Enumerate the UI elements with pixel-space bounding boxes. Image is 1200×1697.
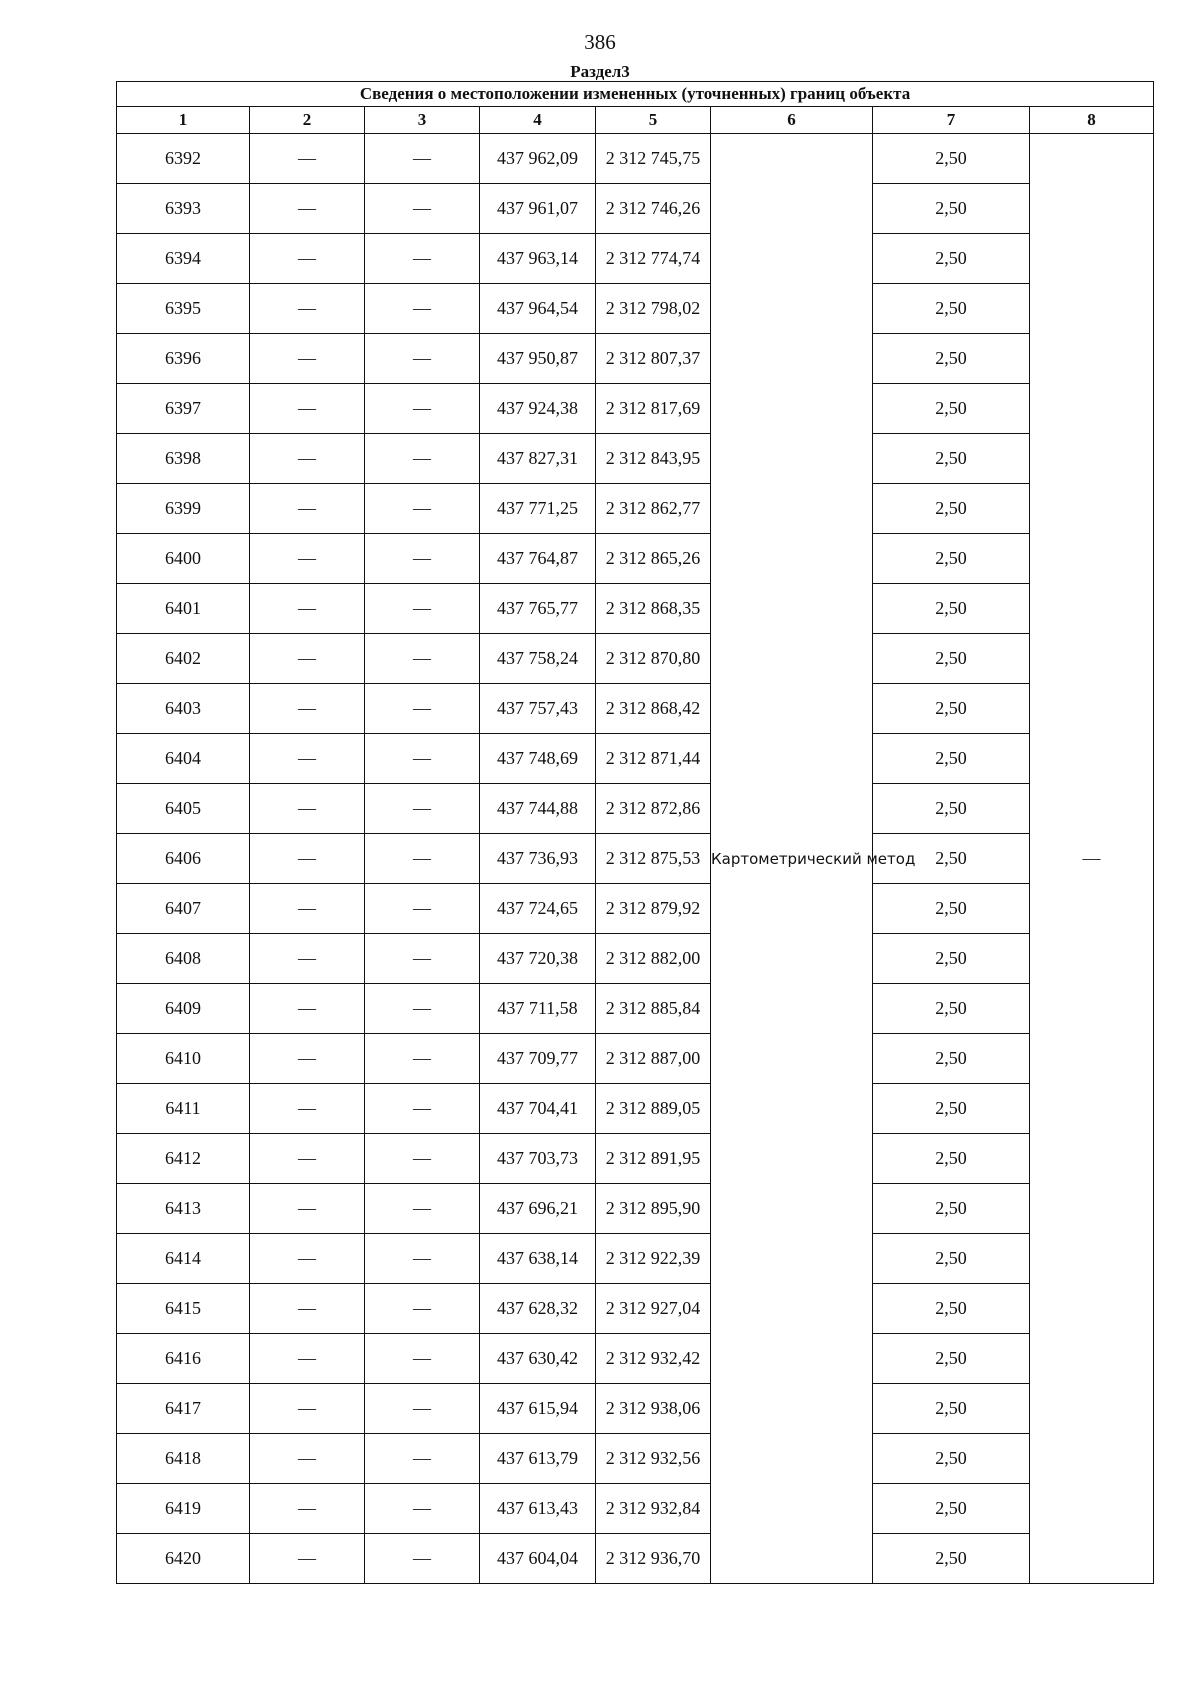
column-2-cell: — [250, 734, 365, 784]
column-number-1: 1 [117, 107, 250, 134]
column-2-cell: — [250, 134, 365, 184]
point-id-cell: 6396 [117, 334, 250, 384]
accuracy-cell: 2,50 [873, 934, 1030, 984]
x-coordinate-cell: 437 757,43 [480, 684, 596, 734]
point-id-cell: 6398 [117, 434, 250, 484]
point-id-cell: 6406 [117, 834, 250, 884]
table-row [117, 134, 1154, 184]
column-2-cell: — [250, 384, 365, 434]
accuracy-cell: 2,50 [873, 1534, 1030, 1584]
point-id-cell: 6393 [117, 184, 250, 234]
point-id-cell: 6415 [117, 1284, 250, 1334]
table-row [117, 1184, 1154, 1234]
x-coordinate-cell: 437 736,93 [480, 834, 596, 884]
table-caption: Сведения о местоположении измененных (уточненных) границ объекта [117, 82, 1154, 107]
column-number-8: 8 [1030, 107, 1154, 134]
x-coordinate-cell: 437 711,58 [480, 984, 596, 1034]
column-3-cell: — [365, 734, 480, 784]
x-coordinate-cell: 437 744,88 [480, 784, 596, 834]
x-coordinate-cell: 437 613,79 [480, 1434, 596, 1484]
accuracy-cell: 2,50 [873, 1284, 1030, 1334]
column-3-cell: — [365, 1284, 480, 1334]
column-2-cell: — [250, 784, 365, 834]
table-row [117, 434, 1154, 484]
table-row [117, 234, 1154, 284]
accuracy-cell: 2,50 [873, 684, 1030, 734]
accuracy-cell: 2,50 [873, 484, 1030, 534]
x-coordinate-cell: 437 962,09 [480, 134, 596, 184]
table-row [117, 284, 1154, 334]
point-id-cell: 6419 [117, 1484, 250, 1534]
table-row [117, 584, 1154, 634]
table-row [117, 1434, 1154, 1484]
accuracy-cell: 2,50 [873, 984, 1030, 1034]
column-2-cell: — [250, 1484, 365, 1534]
y-coordinate-cell: 2 312 871,44 [596, 734, 711, 784]
x-coordinate-cell: 437 924,38 [480, 384, 596, 434]
x-coordinate-cell: 437 724,65 [480, 884, 596, 934]
y-coordinate-cell: 2 312 936,70 [596, 1534, 711, 1584]
point-id-cell: 6397 [117, 384, 250, 434]
column-2-cell: — [250, 1534, 365, 1584]
x-coordinate-cell: 437 827,31 [480, 434, 596, 484]
y-coordinate-cell: 2 312 879,92 [596, 884, 711, 934]
y-coordinate-cell: 2 312 922,39 [596, 1234, 711, 1284]
column-2-cell: — [250, 834, 365, 884]
y-coordinate-cell: 2 312 746,26 [596, 184, 711, 234]
accuracy-cell: 2,50 [873, 1234, 1030, 1284]
column-3-cell: — [365, 1534, 480, 1584]
column-number-7: 7 [873, 107, 1030, 134]
table-row [117, 1534, 1154, 1584]
column-3-cell: — [365, 784, 480, 834]
x-coordinate-cell: 437 613,43 [480, 1484, 596, 1534]
accuracy-cell: 2,50 [873, 1084, 1030, 1134]
y-coordinate-cell: 2 312 895,90 [596, 1184, 711, 1234]
column-3-cell: — [365, 484, 480, 534]
column-2-cell: — [250, 1334, 365, 1384]
y-coordinate-cell: 2 312 872,86 [596, 784, 711, 834]
point-id-cell: 6412 [117, 1134, 250, 1184]
x-coordinate-cell: 437 696,21 [480, 1184, 596, 1234]
point-id-cell: 6418 [117, 1434, 250, 1484]
table-row [117, 634, 1154, 684]
y-coordinate-cell: 2 312 932,56 [596, 1434, 711, 1484]
accuracy-cell: 2,50 [873, 584, 1030, 634]
point-id-cell: 6409 [117, 984, 250, 1034]
x-coordinate-cell: 437 748,69 [480, 734, 596, 784]
table-row [117, 1134, 1154, 1184]
y-coordinate-cell: 2 312 798,02 [596, 284, 711, 334]
column-2-cell: — [250, 584, 365, 634]
accuracy-cell: 2,50 [873, 184, 1030, 234]
column-3-cell: — [365, 934, 480, 984]
column-3-cell: — [365, 834, 480, 884]
x-coordinate-cell: 437 964,54 [480, 284, 596, 334]
column-3-cell: — [365, 184, 480, 234]
y-coordinate-cell: 2 312 882,00 [596, 934, 711, 984]
x-coordinate-cell: 437 703,73 [480, 1134, 596, 1184]
column-3-cell: — [365, 1384, 480, 1434]
column-number-row [117, 107, 1154, 134]
y-coordinate-cell: 2 312 870,80 [596, 634, 711, 684]
table-row [117, 984, 1154, 1034]
point-id-cell: 6411 [117, 1084, 250, 1134]
column-2-cell: — [250, 984, 365, 1034]
column-3-cell: — [365, 334, 480, 384]
accuracy-cell: 2,50 [873, 884, 1030, 934]
accuracy-cell: 2,50 [873, 1034, 1030, 1084]
table-row [117, 1484, 1154, 1534]
x-coordinate-cell: 437 630,42 [480, 1334, 596, 1384]
point-id-cell: 6400 [117, 534, 250, 584]
y-coordinate-cell: 2 312 891,95 [596, 1134, 711, 1184]
column-2-cell: — [250, 434, 365, 484]
accuracy-cell: 2,50 [873, 734, 1030, 784]
table-row [117, 834, 1154, 884]
column-3-cell: — [365, 1084, 480, 1134]
accuracy-cell: 2,50 [873, 384, 1030, 434]
column-2-cell: — [250, 884, 365, 934]
table-row [117, 1084, 1154, 1134]
column-3-cell: — [365, 1334, 480, 1384]
column-number-4: 4 [480, 107, 596, 134]
table-row [117, 484, 1154, 534]
column-number-5: 5 [596, 107, 711, 134]
table-row [117, 1384, 1154, 1434]
y-coordinate-cell: 2 312 843,95 [596, 434, 711, 484]
x-coordinate-cell: 437 720,38 [480, 934, 596, 984]
table-row [117, 884, 1154, 934]
y-coordinate-cell: 2 312 932,42 [596, 1334, 711, 1384]
y-coordinate-cell: 2 312 807,37 [596, 334, 711, 384]
table-body [117, 134, 1154, 1584]
x-coordinate-cell: 437 758,24 [480, 634, 596, 684]
column-2-cell: — [250, 634, 365, 684]
column-2-cell: — [250, 1084, 365, 1134]
column-3-cell: — [365, 1034, 480, 1084]
column-3-cell: — [365, 1234, 480, 1284]
y-coordinate-cell: 2 312 745,75 [596, 134, 711, 184]
point-id-cell: 6392 [117, 134, 250, 184]
table-row [117, 384, 1154, 434]
accuracy-cell: 2,50 [873, 1334, 1030, 1384]
column-2-cell: — [250, 534, 365, 584]
y-coordinate-cell: 2 312 887,00 [596, 1034, 711, 1084]
y-coordinate-cell: 2 312 875,53 [596, 834, 711, 884]
table-row [117, 184, 1154, 234]
accuracy-cell: 2,50 [873, 1484, 1030, 1534]
accuracy-cell: 2,50 [873, 434, 1030, 484]
column-3-cell: — [365, 284, 480, 334]
accuracy-cell: 2,50 [873, 1434, 1030, 1484]
point-id-cell: 6413 [117, 1184, 250, 1234]
accuracy-cell: 2,50 [873, 834, 1030, 884]
table-row [117, 934, 1154, 984]
accuracy-cell: 2,50 [873, 334, 1030, 384]
table-row [117, 534, 1154, 584]
column-3-cell: — [365, 634, 480, 684]
table-row [117, 1034, 1154, 1084]
column-2-cell: — [250, 484, 365, 534]
point-id-cell: 6401 [117, 584, 250, 634]
column-2-cell: — [250, 334, 365, 384]
table-row [117, 684, 1154, 734]
x-coordinate-cell: 437 615,94 [480, 1384, 596, 1434]
column-2-cell: — [250, 684, 365, 734]
column-3-cell: — [365, 1434, 480, 1484]
column-2-cell: — [250, 1284, 365, 1334]
point-id-cell: 6420 [117, 1534, 250, 1584]
column-3-cell: — [365, 584, 480, 634]
table-row [117, 1334, 1154, 1384]
accuracy-cell: 2,50 [873, 634, 1030, 684]
column-2-cell: — [250, 1234, 365, 1284]
y-coordinate-cell: 2 312 865,26 [596, 534, 711, 584]
x-coordinate-cell: 437 764,87 [480, 534, 596, 584]
point-id-cell: 6405 [117, 784, 250, 834]
y-coordinate-cell: 2 312 927,04 [596, 1284, 711, 1334]
x-coordinate-cell: 437 765,77 [480, 584, 596, 634]
column-2-cell: — [250, 284, 365, 334]
column-3-cell: — [365, 234, 480, 284]
page-number: 386 [584, 30, 616, 54]
y-coordinate-cell: 2 312 889,05 [596, 1084, 711, 1134]
column-3-cell: — [365, 884, 480, 934]
column-3-cell: — [365, 534, 480, 584]
point-id-cell: 6394 [117, 234, 250, 284]
column-3-cell: — [365, 684, 480, 734]
column-number-3: 3 [365, 107, 480, 134]
accuracy-cell: 2,50 [873, 784, 1030, 834]
point-id-cell: 6417 [117, 1384, 250, 1434]
point-id-cell: 6414 [117, 1234, 250, 1284]
table-row [117, 784, 1154, 834]
y-coordinate-cell: 2 312 932,84 [596, 1484, 711, 1534]
coordinates-table [116, 81, 1154, 1584]
table-row [117, 1284, 1154, 1334]
y-coordinate-cell: 2 312 817,69 [596, 384, 711, 434]
point-id-cell: 6399 [117, 484, 250, 534]
method-cell: Картометрический метод [711, 134, 873, 1584]
point-id-cell: 6395 [117, 284, 250, 334]
column-2-cell: — [250, 934, 365, 984]
column-3-cell: — [365, 1184, 480, 1234]
accuracy-cell: 2,50 [873, 1184, 1030, 1234]
point-id-cell: 6402 [117, 634, 250, 684]
accuracy-cell: 2,50 [873, 134, 1030, 184]
y-coordinate-cell: 2 312 885,84 [596, 984, 711, 1034]
accuracy-cell: 2,50 [873, 1134, 1030, 1184]
y-coordinate-cell: 2 312 938,06 [596, 1384, 711, 1434]
column-2-cell: — [250, 184, 365, 234]
x-coordinate-cell: 437 961,07 [480, 184, 596, 234]
point-id-cell: 6408 [117, 934, 250, 984]
x-coordinate-cell: 437 709,77 [480, 1034, 596, 1084]
point-id-cell: 6416 [117, 1334, 250, 1384]
column-2-cell: — [250, 1384, 365, 1434]
column-number-6: 6 [711, 107, 873, 134]
x-coordinate-cell: 437 638,14 [480, 1234, 596, 1284]
point-id-cell: 6407 [117, 884, 250, 934]
y-coordinate-cell: 2 312 774,74 [596, 234, 711, 284]
accuracy-cell: 2,50 [873, 234, 1030, 284]
column-3-cell: — [365, 384, 480, 434]
table-row [117, 1234, 1154, 1284]
column-2-cell: — [250, 1034, 365, 1084]
column-3-cell: — [365, 434, 480, 484]
point-id-cell: 6404 [117, 734, 250, 784]
x-coordinate-cell: 437 963,14 [480, 234, 596, 284]
table-row [117, 734, 1154, 784]
y-coordinate-cell: 2 312 862,77 [596, 484, 711, 534]
section-title: Раздел3 [570, 62, 630, 81]
x-coordinate-cell: 437 771,25 [480, 484, 596, 534]
y-coordinate-cell: 2 312 868,35 [596, 584, 711, 634]
point-id-cell: 6403 [117, 684, 250, 734]
accuracy-cell: 2,50 [873, 534, 1030, 584]
x-coordinate-cell: 437 604,04 [480, 1534, 596, 1584]
table-row [117, 334, 1154, 384]
x-coordinate-cell: 437 628,32 [480, 1284, 596, 1334]
column-number-2: 2 [250, 107, 365, 134]
x-coordinate-cell: 437 950,87 [480, 334, 596, 384]
x-coordinate-cell: 437 704,41 [480, 1084, 596, 1134]
column-2-cell: — [250, 1434, 365, 1484]
accuracy-cell: 2,50 [873, 1384, 1030, 1434]
column-3-cell: — [365, 134, 480, 184]
column-2-cell: — [250, 234, 365, 284]
point-id-cell: 6410 [117, 1034, 250, 1084]
column-2-cell: — [250, 1134, 365, 1184]
column-3-cell: — [365, 984, 480, 1034]
column-2-cell: — [250, 1184, 365, 1234]
column-3-cell: — [365, 1484, 480, 1534]
column-8-cell: — [1030, 134, 1154, 1584]
column-3-cell: — [365, 1134, 480, 1184]
accuracy-cell: 2,50 [873, 284, 1030, 334]
y-coordinate-cell: 2 312 868,42 [596, 684, 711, 734]
